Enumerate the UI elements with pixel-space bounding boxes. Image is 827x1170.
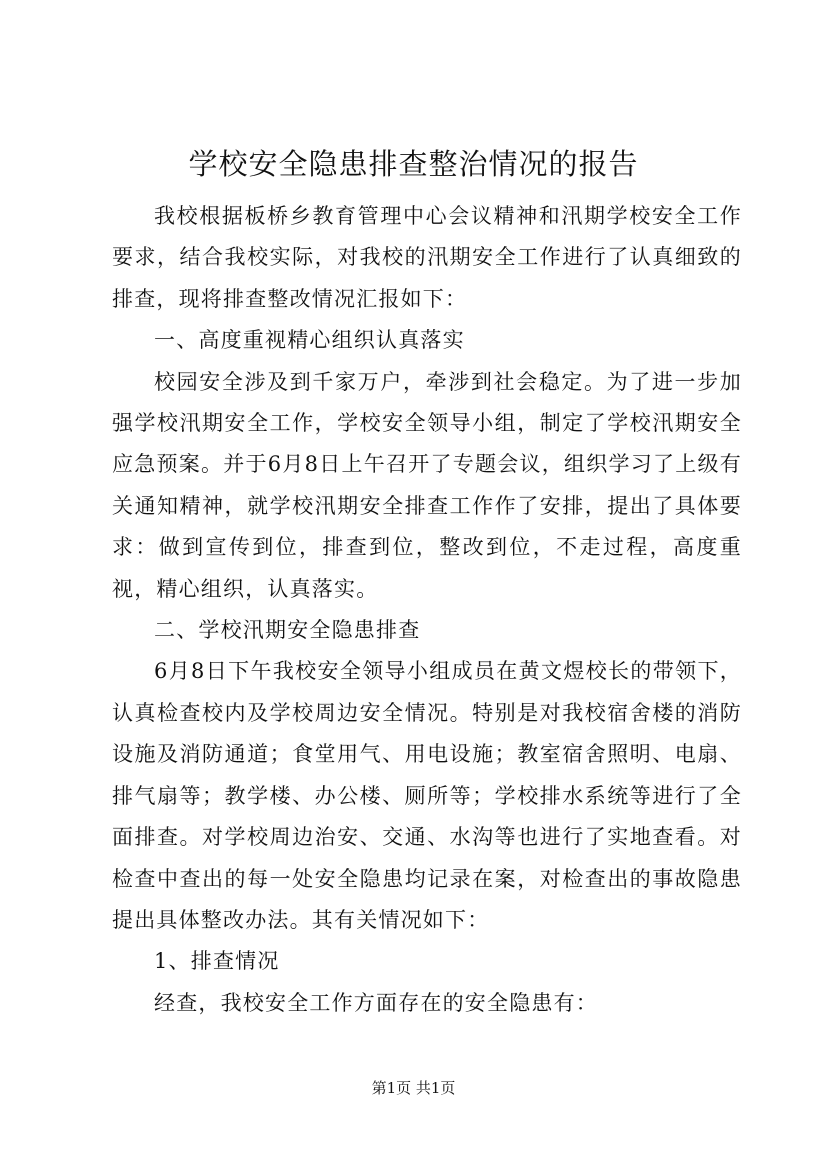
page-footer: 第1页 共1页 bbox=[371, 1079, 456, 1097]
subsection-heading-1: 1、排查情况 bbox=[154, 949, 280, 974]
document-body bbox=[112, 196, 742, 1024]
section-heading-2: 二、学校汛期安全隐患排查 bbox=[154, 618, 421, 643]
subsection-1-paragraph: 经查，我校安全工作方面存在的安全隐患有： bbox=[154, 990, 598, 1015]
section-2-paragraph: 6月8日下午我校安全领导小组成员在黄文煜校长的带领下，认真检查校内及学校周边安全情况。特别是对我校宿舍楼的消防设施及消防通道；食堂用气、用电设施；教室宿舍照明、电扇、排气扇等；教学楼、办公楼、厕所等；学校排水系统等进行了全面排查。对学校周边治安、交通、水沟等也进行了实地查看。对检查中查出的每一处安全隐患均记录在案，对检查出的事故隐患提出具体整改办法。其有关情况如下： bbox=[112, 659, 742, 932]
section-heading-1: 一、高度重视精心组织认真落实 bbox=[154, 328, 465, 353]
intro-paragraph: 我校根据板桥乡教育管理中心会议精神和汛期学校安全工作要求，结合我校实际，对我校的汛期安全工作进行了认真细致的排查，现将排查整改情况汇报如下： bbox=[112, 204, 742, 311]
section-1-paragraph: 校园安全涉及到千家万户，牵涉到社会稳定。为了进一步加强学校汛期安全工作，学校安全领导小组，制定了学校汛期安全应急预案。并于6月8日上午召开了专题会议，组织学习了上级有关通知精神，就学校汛期安全排查工作作了安排，提出了具体要求：做到宣传到位，排查到位，整改到位，不走过程，高度重视，精心组织，认真落实。 bbox=[112, 369, 742, 601]
document-title: 学校安全隐患排查整治情况的报告 bbox=[188, 147, 639, 181]
